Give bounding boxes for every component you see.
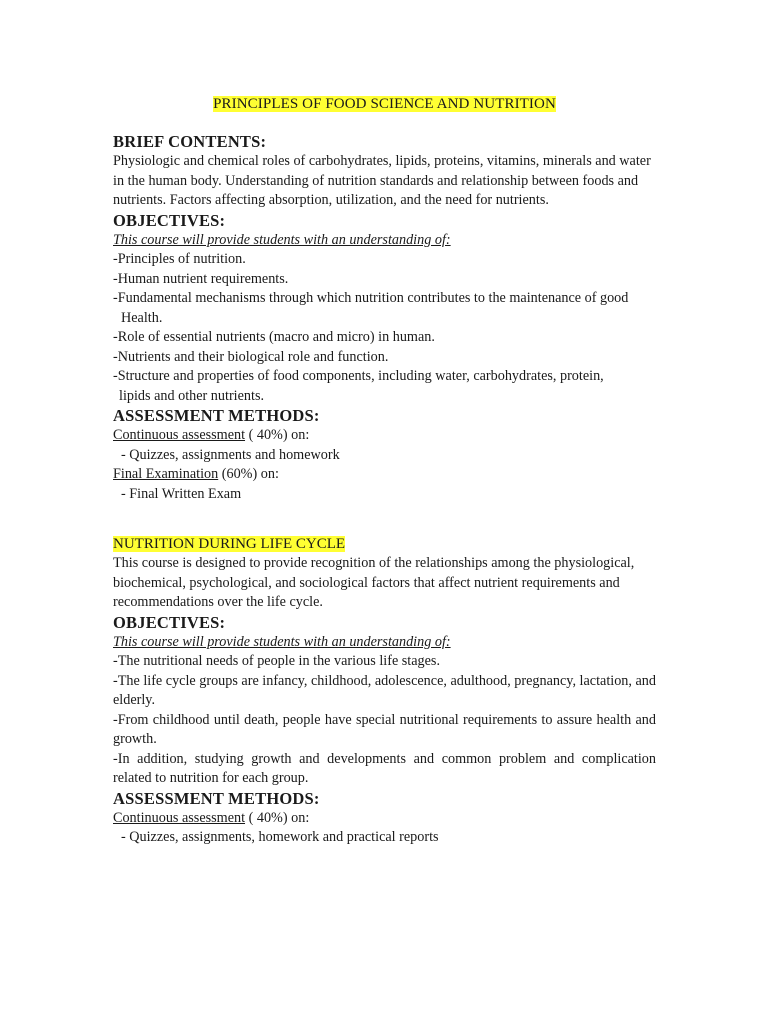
continuous-assessment-weight: ( 40%) on: <box>245 427 310 443</box>
objective-item: -The life cycle groups are infancy, childhood, adolescence, adulthood, pregnancy, lactation, and elderly. <box>113 672 656 708</box>
continuous-assessment-label: Continuous assessment <box>113 809 246 826</box>
objectives-intro-2: This course will provide students with an understanding of: <box>113 633 451 650</box>
objective-item: -The nutritional needs of people in the various life stages. <box>113 653 441 669</box>
section-spacer <box>113 504 656 534</box>
objectives-heading-2: OBJECTIVES: <box>113 612 226 632</box>
assessment-item: - Quizzes, assignments and homework <box>121 446 340 463</box>
assessment-heading-1: ASSESSMENT METHODS: <box>113 406 320 425</box>
assessment-item: - Final Written Exam <box>121 485 242 502</box>
objective-item: -Nutrients and their biological role and function. <box>113 348 389 365</box>
objective-item: -Principles of nutrition. <box>113 251 246 267</box>
final-examination-weight: (60%) on: <box>218 466 279 482</box>
course-2-title: NUTRITION DURING LIFE CYCLE <box>113 536 346 552</box>
objective-item: -Role of essential nutrients (macro and micro) in human. <box>113 329 435 345</box>
assessment-heading-2: ASSESSMENT METHODS: <box>113 788 320 808</box>
final-examination-line <box>113 465 656 485</box>
course-2-title-wrap <box>113 534 656 554</box>
course-2-description: This course is designed to provide recognition of the relationships among the physiological, biochemical, psychological, and sociological factors that affect nutrient requirements and recommendations over the life cycle. <box>113 555 635 610</box>
continuous-assessment-line-1 <box>113 426 656 446</box>
main-title-wrap <box>113 94 656 116</box>
continuous-assessment-label: Continuous assessment <box>113 427 246 443</box>
continuous-assessment-line-2 <box>113 809 656 829</box>
objective-item: -Human nutrient requirements. <box>113 270 289 287</box>
objective-item-continued: Health. <box>121 309 163 326</box>
final-examination-label: Final Examination <box>113 466 219 482</box>
objective-item: -In addition, studying growth and developments and common problem and complication related to nutrition for each group. <box>113 750 656 786</box>
objective-item: -Structure and properties of food components, including water, carbohydrates, protein, <box>113 368 604 384</box>
document-page <box>113 94 656 848</box>
objectives-intro-1: This course will provide students with an understanding of: <box>113 231 451 248</box>
objective-item: -From childhood until death, people have special nutritional requirements to assure health and growth. <box>113 711 656 747</box>
objectives-heading-1: OBJECTIVES: <box>113 210 226 230</box>
objective-item-continued: lipids and other nutrients. <box>119 387 265 404</box>
brief-contents-heading: BRIEF CONTENTS: <box>113 132 267 151</box>
brief-contents-text: Physiologic and chemical roles of carbohydrates, lipids, proteins, vitamins, minerals and water in the human body. Understanding of nutrition standards and relationship between foods and nutrients. Factors affecting absorption, utilization, and the need for nutrients. <box>113 153 651 208</box>
assessment-item: - Quizzes, assignments, homework and practical reports <box>121 829 439 845</box>
objective-item: -Fundamental mechanisms through which nutrition contributes to the maintenance of good <box>113 290 629 306</box>
main-title: PRINCIPLES OF FOOD SCIENCE AND NUTRITION <box>213 96 556 112</box>
continuous-assessment-weight: ( 40%) on: <box>245 809 310 826</box>
